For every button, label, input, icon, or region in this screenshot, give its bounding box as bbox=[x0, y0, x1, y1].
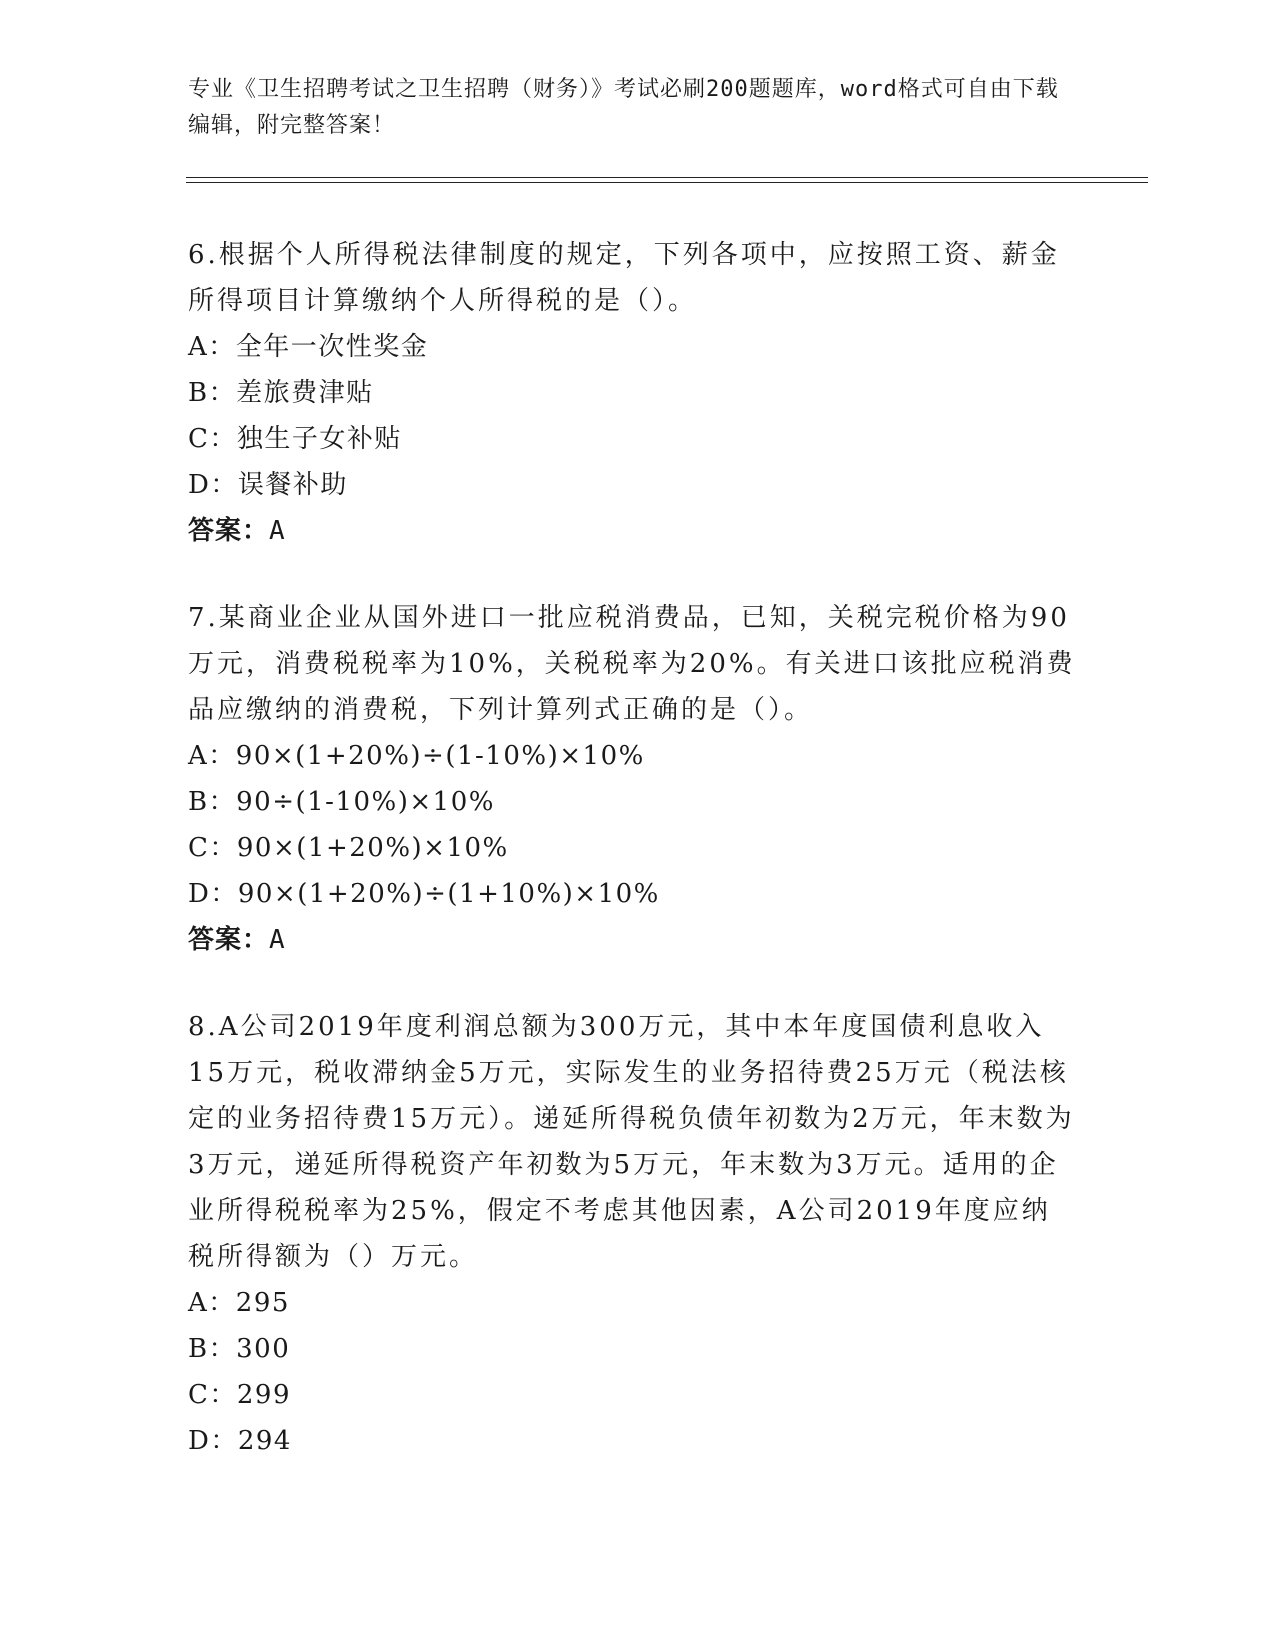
answer-label: 答案： bbox=[188, 516, 270, 546]
question-7 bbox=[188, 595, 1088, 963]
option-d: D：294 bbox=[188, 1426, 292, 1456]
option-d: D：90×(1+20%)÷(1+10%)×10% bbox=[188, 879, 660, 909]
question-stem: 7.某商业企业从国外进口一批应税消费品，已知，关税完税价格为90万元，消费税税率为10%，关税税率为20%。有关进口该批应税消费品应缴纳的消费税，下列计算列式正确的是（）。 bbox=[188, 603, 1076, 725]
answer-line bbox=[188, 508, 1088, 554]
header-divider-bottom bbox=[186, 182, 1148, 183]
answer-value: A bbox=[269, 516, 286, 546]
option-b: B：90÷(1-10%)×10% bbox=[188, 787, 495, 817]
question-8 bbox=[188, 1004, 1088, 1464]
option-d: D：误餐补助 bbox=[188, 470, 348, 500]
answer-value: A bbox=[269, 925, 286, 955]
answer-line bbox=[188, 917, 1088, 963]
question-stem: 6.根据个人所得税法律制度的规定，下列各项中，应按照工资、薪金所得项目计算缴纳个人所得税的是（）。 bbox=[188, 240, 1060, 316]
question-6 bbox=[188, 232, 1088, 554]
option-b: B：300 bbox=[188, 1334, 291, 1364]
option-c: C：299 bbox=[188, 1380, 292, 1410]
option-c: C：独生子女补贴 bbox=[188, 424, 402, 454]
option-b: B：差旅费津贴 bbox=[188, 378, 374, 408]
page-header: 专业《卫生招聘考试之卫生招聘（财务）》考试必刷200题题库，word格式可自由下载编辑，附完整答案！ bbox=[188, 77, 1059, 138]
header-divider-top bbox=[186, 177, 1148, 178]
option-a: A：295 bbox=[188, 1288, 290, 1318]
option-a: A：全年一次性奖金 bbox=[188, 332, 429, 362]
question-stem: 8.A公司2019年度利润总额为300万元，其中本年度国债利息收入15万元，税收滞纳金5万元，实际发生的业务招待费25万元（税法核定的业务招待费15万元）。递延所得税负债年初数为2万元，年末数为3万元，递延所得税资产年初数为5万元，年末数为3万元。适用的企业所得税税率为25%，假定不考虑其他因素，A公司2019年度应纳税所得额为（）万元。 bbox=[188, 1012, 1075, 1272]
option-c: C：90×(1+20%)×10% bbox=[188, 833, 509, 863]
option-a: A：90×(1+20%)÷(1-10%)×10% bbox=[188, 741, 645, 771]
question-list bbox=[188, 232, 1088, 1464]
answer-label: 答案： bbox=[188, 925, 270, 955]
